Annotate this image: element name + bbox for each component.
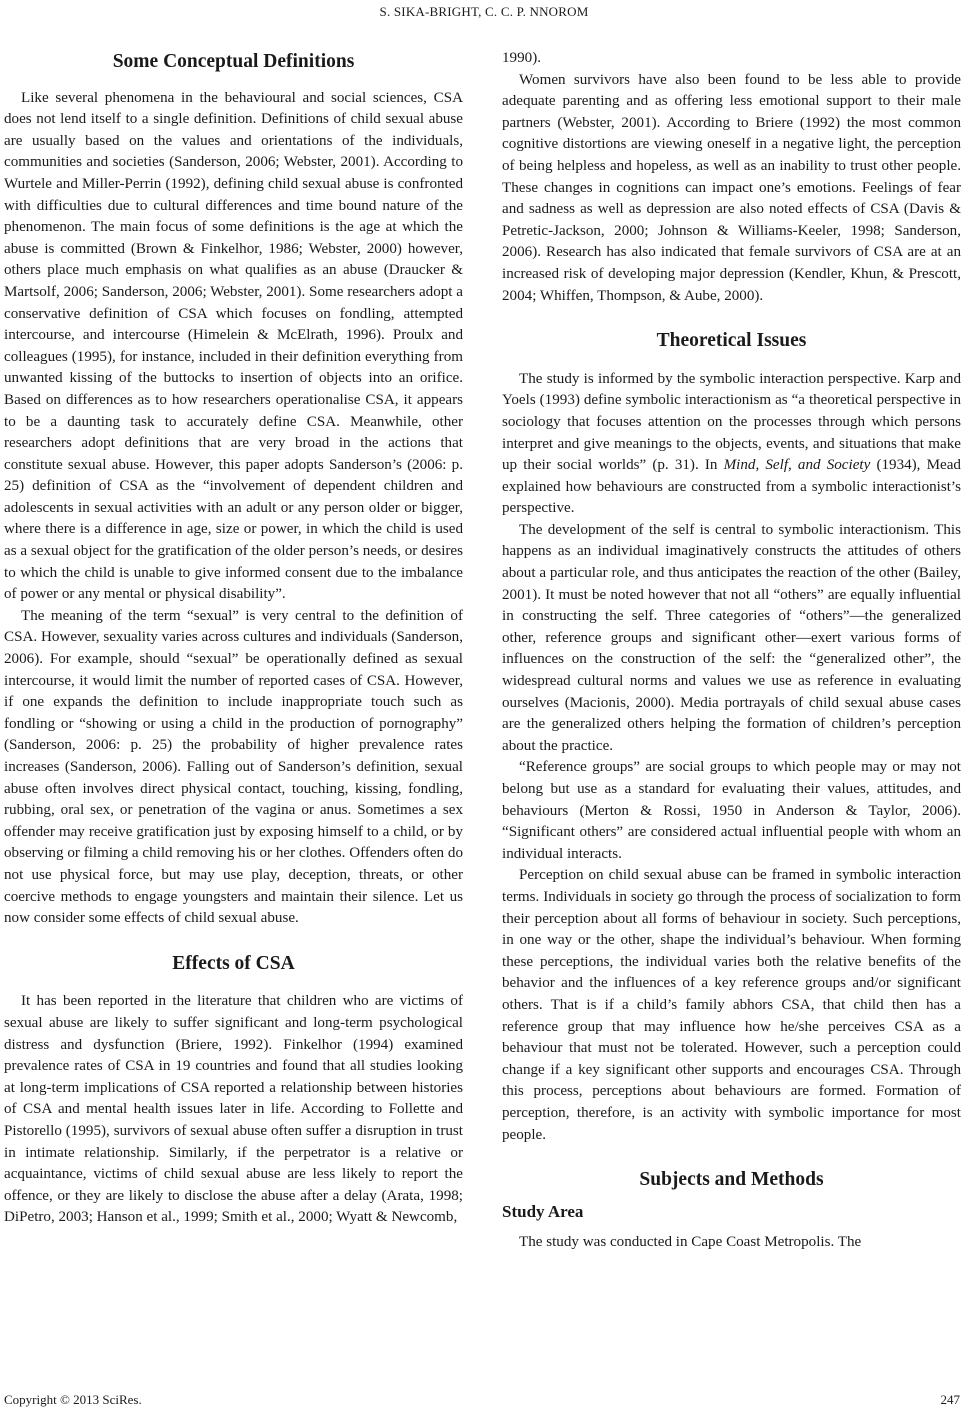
- paragraph: Like several phenomena in the behavioural and social sciences, CSA does not lend itself to a single definition. Definitions of child sexual abuse are usually based on the values and orientations of the individuals, communities and societies (Sanderson, 2006; Webster, 2001). According to Wurtele and Miller-Perrin (1992), defining child sexual abuse is confronted with difficulties due to cultural differences and time bound nature of the phenomenon. The main focus of some definitions is the age at which the abuse is committed (Brown & Finkelhor, 1986; Webster, 2000) however, others place much emphasis on what qualifies as an abuse (Draucker & Martsolf, 2006; Sanderson, 2006; Webster, 2001). Some researchers adopt a conservative definition of CSA which focuses on fondling, attempted intercourse, and intercourse (Himelein & McElrath, 1996). Proulx and colleagues (1995), for instance, included in their definition everything from unwanted kissing of the buttocks to insertion of objects into an orifice. Based on differences as to how researchers operationalise CSA, it appears to be a daunting task to accurately define CSA. Meanwhile, other researchers adopt definitions that are very broad in the actions that constitute sexual abuse. However, this paper adopts Sanderson’s (2006: p. 25) definition of CSA as the “involvement of dependent children and adolescents in sexual activities with an adult or any person older or bigger, where there is a difference in age, size or power, in which the child is used as a sexual object for the gratification of the older person’s needs, or desires to which the child is unable to give informed consent due to the imbalance of power or any mental or physical disability”.: [4, 89, 463, 603]
- paragraph: “Reference groups” are social groups to which people may or may not belong but use as a standard for evaluating their values, attitudes, and behaviours (Merton & Rossi, 1950 in Anderson & Taylor, 2006). “Significant others” are considered actual influential people with whom an individual interacts.: [502, 759, 961, 862]
- paragraph: It has been reported in the literature that children who are victims of sexual abuse are likely to suffer significant and long-term psychological distress and dysfunction (Briere, 1992). Finkelhor (1994) examined prevalence rates of CSA in 19 countries and found that all studies looking at long-term implications of CSA reported a relationship between histories of CSA and mental health issues later in life. According to Follette and Pistorello (1995), survivors of sexual abuse often suffer a disruption in trust in intimate relationship. Similarly, if the perpetrator is a relative or acquaintance, victims of child sexual abuse are less likely to report the offence, or they are likely to disclose the abuse after a delay (Arata, 1998; DiPetro, 2003; Hanson et al., 1999; Smith et al., 2000; Wyatt & Newcomb,: [4, 993, 463, 1226]
- section-heading-theory: Theoretical Issues: [656, 330, 807, 352]
- paragraph-text: (1934), Mead explained how behaviours are constructed from a symbolic interactionist’s perspective.: [502, 457, 961, 517]
- paragraph-continuation: 1990).: [502, 50, 541, 66]
- paragraph: Women survivors have also been found to be less able to provide adequate parenting and as offering less emotional support to their male partners (Webster, 2001). According to Briere (1992) the most common cognitive distortions are viewing oneself in a negative light, the perception of being helpless and hopeless, as well as an inability to trust other people. These changes in cognitions can impact one’s emotions. Feelings of fear and sadness as well as depression are also noted effects of CSA (Davis & Petretic-Jackson, 2000; Johnson & Williams-Keeler, 1998; Sanderson, 2006). Research has also indicated that female survivors of CSA are at an increased risk of developing major depression (Kendler, Khun, & Prescott, 2004; Whiffen, Thompson, & Aube, 2000).: [502, 71, 961, 304]
- running-head: S. SIKA-BRIGHT, C. C. P. NNOROM: [379, 4, 589, 19]
- section-heading-effects: Effects of CSA: [172, 952, 295, 974]
- section-heading-methods: Subjects and Methods: [639, 1169, 824, 1191]
- paragraph: The meaning of the term “sexual” is very central to the definition of CSA. However, sexuality varies across cultures and individuals (Sanderson, 2006). For example, should “sexual” be operationally defined as sexual intercourse, it would limit the number of reported cases of CSA. However, if one expands the definition to include inappropriate touch such as fondling or “showing or using a child in the production of pornography” (Sanderson, 2006: p. 25) the probability of higher prevalence rates increases (Sanderson, 2006). Falling out of Sanderson’s definition, sexual abuse often involves direct physical contact, touching, kissing, fondling, rubbing, oral sex, or penetration of the vagina or anus. Sometimes a sex offender may receive gratification just by exposing himself to a child, or by observing or filming a child removing his or her clothes. Offenders often do not use physical force, but may use play, deception, threats, or other coercive methods to engage youngsters and maintain their silence. Let us now consider some effects of child sexual abuse.: [4, 607, 463, 927]
- book-title: Mind, Self, and Society: [723, 457, 871, 474]
- copyright: Copyright © 2013 SciRes.: [4, 1392, 142, 1407]
- paragraph-text: The study is informed by the symbolic interaction perspective. Karp and Yoels (1993) define symbolic interactionism as “a theoretical perspective in sociology that focuses attention on the processes through which persons interpret and give meanings to the objects, events, and situations that make up their social worlds” (p. 31). In: [502, 370, 961, 474]
- section-heading-definitions: Some Conceptual Definitions: [112, 51, 355, 72]
- paragraph: The development of the self is central to symbolic interactionism. This happens as an individual imaginatively constructs the attitudes of others about a particular role, and thus anticipates the reaction of the other (Bailey, 2001). It must be noted however that not all “others” are equally influential in constructing the self. Three categories of “others”—the generalized other, reference groups and significant other—exert various forms of influences on the construction of the self: the “generalized other”, the widespread cultural norms and values we use as reference in evaluating ourselves (Macionis, 2000). Media portrayals of child sexual abuse cases are the generalized others helping the formation of children’s perception about the practice.: [502, 521, 961, 754]
- page-number: 247: [940, 1392, 960, 1407]
- paragraph: Perception on child sexual abuse can be framed in symbolic interaction terms. Individuals in society go through the process of socialization to form their perception about all forms of behaviour in society. Such perceptions, in one way or the other, shape the individual’s behaviour. When forming these perceptions, the individual varies both the relative benefits of the behavior and the influences of a key reference groups and/or significant others. That is if a child’s family abhors CSA, that child then has a reference group that may influence how he/she perceives CSA as a behaviour that must not be tolerated. However, such a perception could change if a key significant other supports and encourages CSA. Through this process, perceptions about behaviours are formed. Formation of perception, therefore, is an activity with symbolic importance for most people.: [502, 867, 961, 1143]
- left-column: [4, 48, 463, 1229]
- subheading-study-area: Study Area: [502, 1201, 584, 1221]
- paragraph: The study was conducted in Cape Coast Metropolis. The: [519, 1234, 862, 1251]
- right-column: [502, 48, 961, 1254]
- paragraph: [502, 369, 961, 520]
